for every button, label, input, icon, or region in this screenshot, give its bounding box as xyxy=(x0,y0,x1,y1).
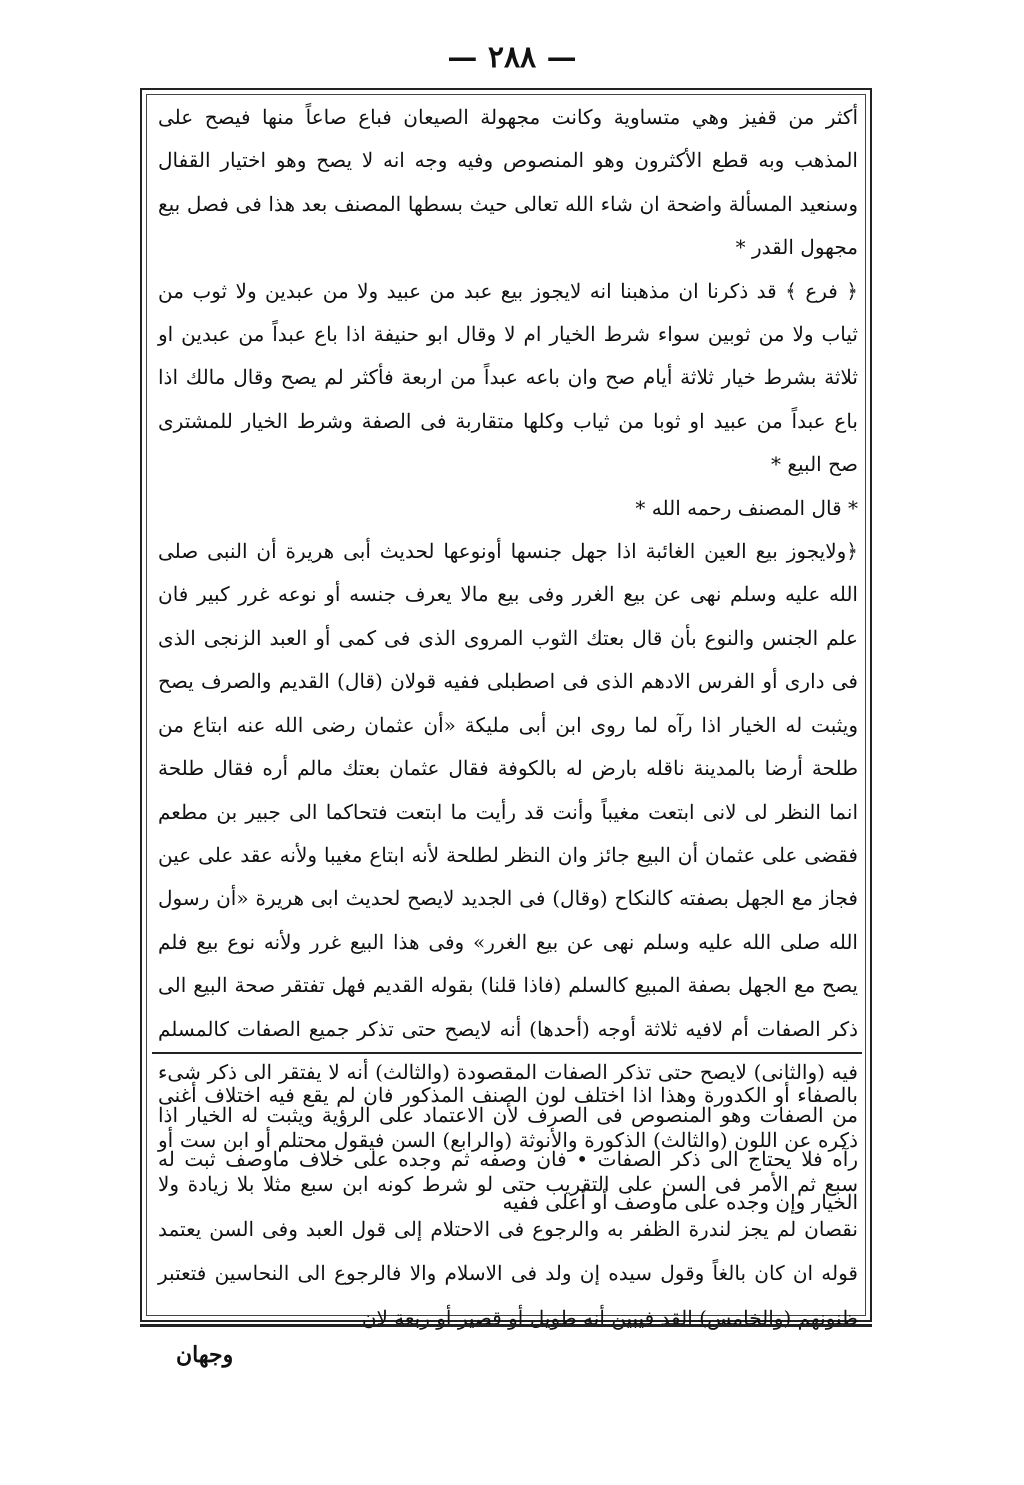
paragraph-far: ﴿ فرع ﴾ قد ذكرنا ان مذهبنا انه لايجوز بيع عبد من عبيد ولا من عبدين ولا ثوب من ثياب ولا من ثوبين سواء شرط الخيار ام لا وقال ابو حنيفة اذا باع عبداً من عبدين او ثلاثة بشرط خيار ثلاثة أيام صح وان باعه عبداً من اربعة فأكثر لم يصح وقال مالك اذا باع عبداً من عبيد او ثوبا من ثياب وكلها متقاربة فى الصفة وشرط الخيار للمشترى صح البيع * xyxy=(158,278,858,477)
footnote-divider xyxy=(152,1052,862,1054)
footnote-text-block xyxy=(158,1073,858,1341)
paragraph-absent-item-sale: ﴿ولايجوز بيع العين الغائبة اذا جهل جنسها أونوعها لحديث أبى هريرة أن النبى صلى الله عليه وسلم نهى عن بيع الغرر وفى بيع مالا يعرف جنسه أو نوعه غرر كبير فان علم الجنس والنوع بأن قال بعتك الثوب المروى الذى فى كمى أو العبد الزنجى الذى فى دارى أو الفرس الادهم الذى فى اصطبلى ففيه قولان (قال) القديم والصرف يصح ويثبت له الخيار اذا رآه لما روى ابن أبى مليكة «أن عثمان رضى الله عنه ابتاع من طلحة أرضا بالمدينة ناقله بارض له بالكوفة فقال عثمان بعتك مالم أره فقال طلحة انما النظر لى لانى ابتعت مغيباً وأنت قد رأيت ما ابتعت فتحاكما الى جبير بن مطعم فقضى على عثمان أن البيع جائز وان النظر لطلحة لأنه ابتاع مغيبا ولأنه عقد على عين فجاز مع الجهل بصفته كالنكاح (وقال) فى الجديد لايصح لحديث ابى هريرة «أن رسول الله صلى الله عليه وسلم نهى عن بيع الغرر» وفى هذا البيع غرر ولأنه نوع بيع فلم يصح مع الجهل بصفة المبيع كالسلم (فاذا قلنا) بقوله القديم فهل تفتقر صحة البيع الى ذكر الصفات أم لافيه ثلاثة أوجه (أحدها) أنه لايصح حتى تذكر جميع الصفات كالمسلم فيه (والثانى) لايصح حتى تذكر الصفات المقصودة (والثالث) أنه لا يفتقر الى ذكر شىء من الصفات وهو المنصوص فى الصرف لأن الاعتماد على الرؤية ويثبت له الخيار اذا رآه فلا يحتاج الى ذكر الصفات • فان وصفه ثم وجده على خلاف ماوصف ثبت له الخيار وإن وجده على ماوصف أو أعلى ففيه xyxy=(158,539,858,1215)
main-text-block xyxy=(158,96,858,1225)
frame-bottom-rule xyxy=(140,1324,872,1327)
catchword: وجهان xyxy=(176,1342,234,1368)
paragraph-author-heading: * قال المصنف رحمه الله * xyxy=(635,495,858,520)
paragraph-qafiz: أكثر من قفيز وهي متساوية وكانت مجهولة الصيعان فباع صاعاً منها فيصح على المذهب وبه قطع الأكثرون وهو المنصوص وفيه وجه انه لا يصح وهو اختيار القفال وسنعيد المسألة واضحة ان شاء الله تعالى حيث بسطها المصنف بعد هذا فى فصل بيع مجهول القدر * xyxy=(158,105,858,260)
footnote-paragraph: بالصفاء أو الكدورة وهذا اذا اختلف لون الصنف المذكور فان لم يقع فيه اختلاف أغنى ذكره عن اللون (والثالث) الذكورة والأنوثة (والرابع) السن فيقول محتلم أو ابن ست أو سبع ثم الأمر فى السن على التقريب حتى لو شرط كونه ابن سبع مثلا بلا زيادة ولا نقصان لم يجز لندرة الظفر به والرجوع فى الاحتلام إلى قول العبد وفى السن يعتمد قوله ان كان بالغاً وقول سيده إن ولد فى الاسلام والا فالرجوع الى النحاسين فتعتبر ظنونهم (والخامس) القد فيبين أنه طويل أو قصير أو ربعة لان xyxy=(158,1083,858,1330)
page-number: — ٢٨٨ — xyxy=(447,40,577,75)
